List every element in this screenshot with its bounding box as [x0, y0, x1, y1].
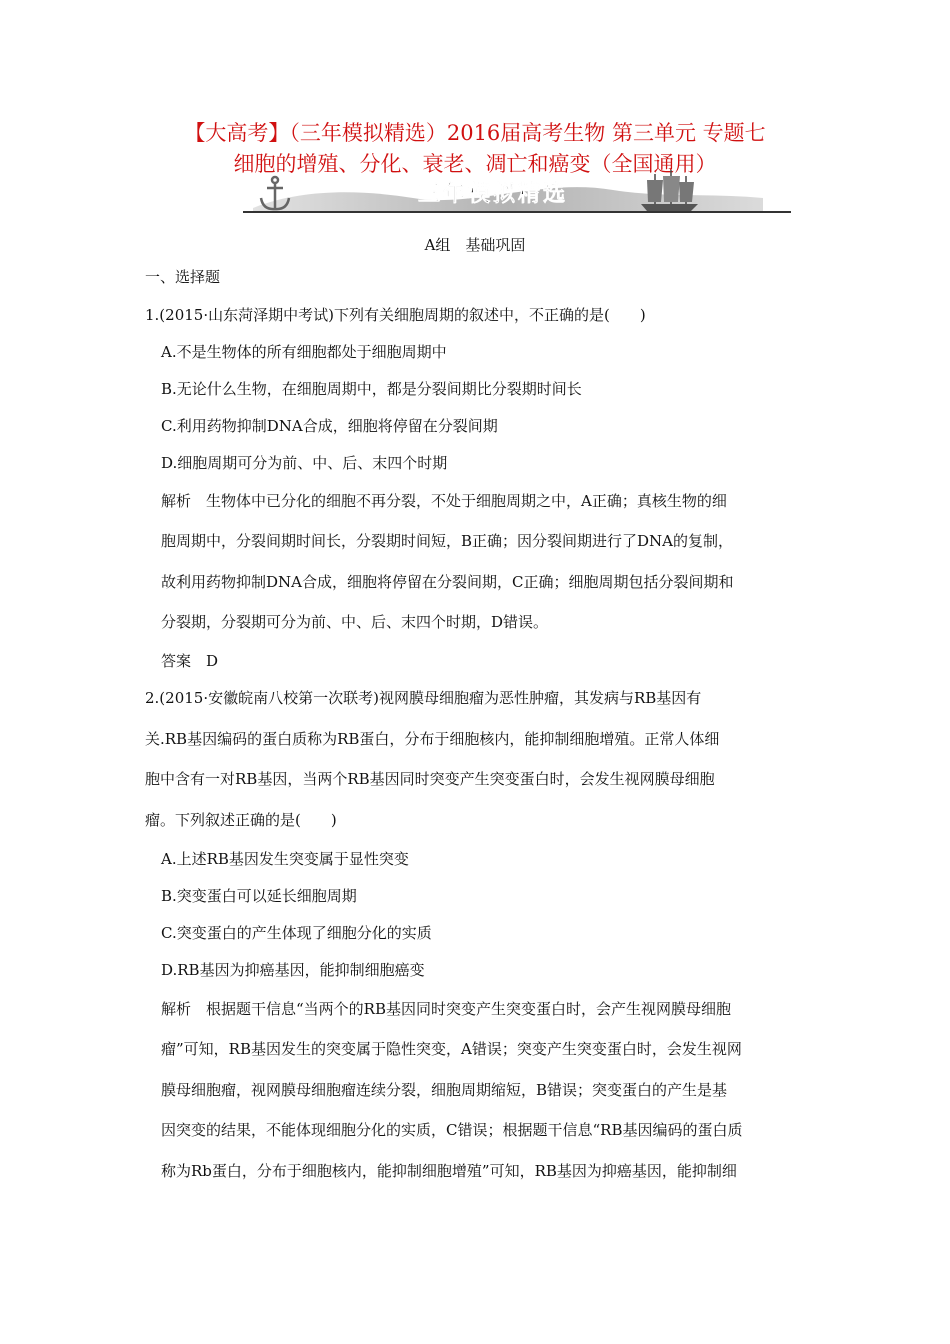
question-1-analysis-line: 分裂期，分裂期可分为前、中、后、末四个时期，D错误。 — [161, 613, 549, 631]
question-1-option-d: D.细胞周期可分为前、中、后、末四个时期 — [161, 454, 448, 472]
banner-text: 三年模拟精选 — [417, 182, 569, 207]
question-2-stem-line: 2.(2015·安徽皖南八校第一次联考)视网膜母细胞瘤为恶性肿瘤，其发病与RB基因有 — [145, 689, 702, 707]
section-banner — [243, 168, 791, 218]
question-2-analysis-line: 膜母细胞瘤，视网膜母细胞瘤连续分裂，细胞周期缩短，B错误；突变蛋白的产生是基 — [161, 1081, 728, 1099]
question-2-analysis-line: 因突变的结果，不能体现细胞分化的实质，C错误；根据题干信息“RB基因编码的蛋白质 — [161, 1121, 743, 1139]
question-1-option-a: A.不是生物体的所有细胞都处于细胞周期中 — [161, 343, 447, 361]
question-2-analysis-line: 称为Rb蛋白，分布于细胞核内，能抑制细胞增殖”可知，RB基因为抑癌基因，能抑制细 — [161, 1162, 737, 1180]
section-title: 一、选择题 — [145, 268, 221, 286]
question-2-analysis-line: 解析 根据题干信息“当两个的RB基因同时突变产生突变蛋白时，会产生视网膜母细胞 — [161, 1000, 731, 1018]
title-line-2: 细胞的增殖、分化、衰老、凋亡和癌变（全国通用） — [233, 152, 717, 176]
question-1-answer: 答案 D — [161, 652, 219, 670]
question-1-option-c: C.利用药物抑制DNA合成，细胞将停留在分裂间期 — [161, 417, 498, 435]
question-1-analysis-line: 故利用药物抑制DNA合成，细胞将停留在分裂间期，C正确；细胞周期包括分裂间期和 — [161, 573, 734, 591]
question-1-stem: 1.(2015·山东菏泽期中考试)下列有关细胞周期的叙述中，不正确的是( ) — [145, 306, 646, 324]
question-2-analysis-line: 瘤”可知，RB基因发生的突变属于隐性突变，A错误；突变产生突变蛋白时，会发生视网 — [161, 1040, 742, 1058]
sailing-ship-icon — [641, 170, 698, 211]
question-1-analysis-line: 胞周期中，分裂间期时间长，分裂期时间短，B正确；因分裂间期进行了DNA的复制， — [161, 532, 734, 550]
question-2-option-c: C.突变蛋白的产生体现了细胞分化的实质 — [161, 924, 432, 942]
question-2-option-d: D.RB基因为抑癌基因，能抑制细胞癌变 — [161, 961, 425, 979]
question-2-stem-line: 关.RB基因编码的蛋白质称为RB蛋白，分布于细胞核内，能抑制细胞增殖。正常人体细 — [145, 730, 720, 748]
title-line-1: 【大高考】（三年模拟精选）2016届高考生物 第三单元 专题七 — [184, 121, 766, 145]
question-2-option-a: A.上述RB基因发生突变属于显性突变 — [161, 850, 409, 868]
group-title: A组 基础巩固 — [424, 236, 526, 254]
question-1-option-b: B.无论什么生物，在细胞周期中，都是分裂间期比分裂期时间长 — [161, 380, 582, 398]
question-2-stem-line: 瘤。下列叙述正确的是( ) — [145, 811, 337, 829]
question-2-option-b: B.突变蛋白可以延长细胞周期 — [161, 887, 357, 905]
question-2-stem-line: 胞中含有一对RB基因，当两个RB基因同时突变产生突变蛋白时，会发生视网膜母细胞 — [145, 770, 715, 788]
question-1-analysis-line: 解析 生物体中已分化的细胞不再分裂，不处于细胞周期之中，A正确；真核生物的细 — [161, 492, 727, 510]
